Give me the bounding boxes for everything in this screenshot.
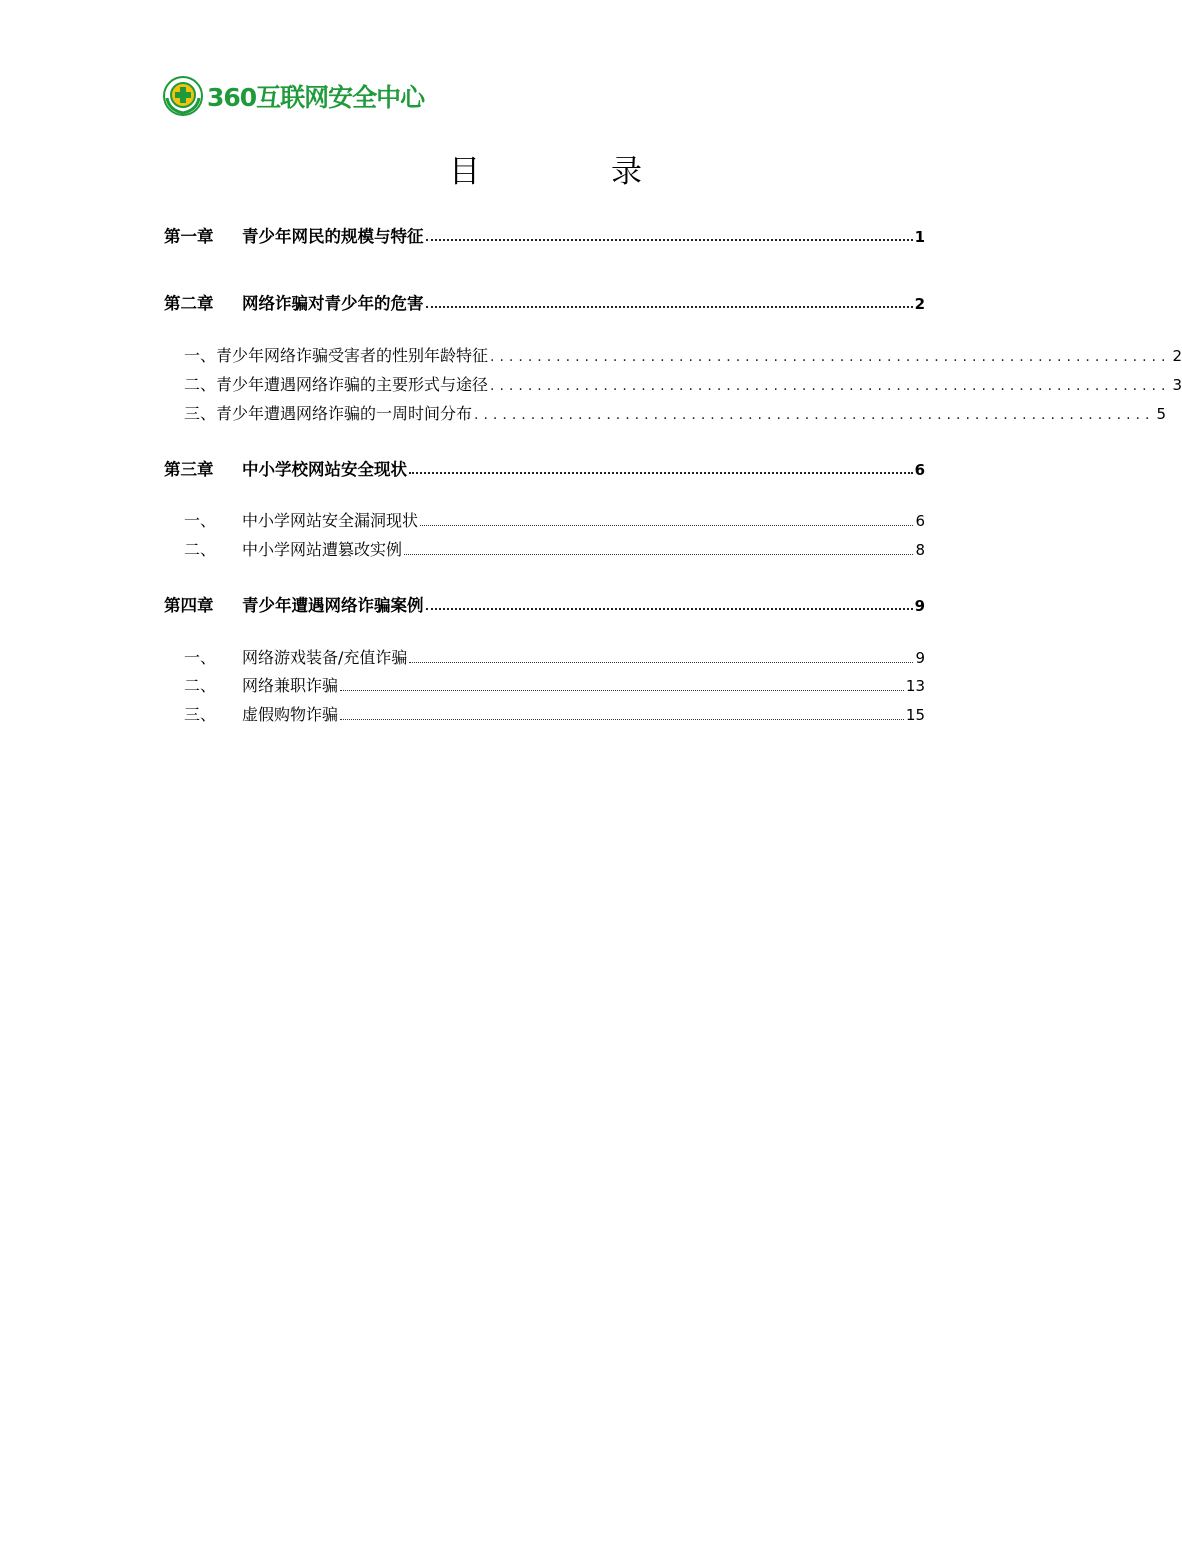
- dot-leader: ........................................................................: [490, 349, 1171, 365]
- page-number: 9: [915, 649, 925, 667]
- section-title: 中小学网站遭篡改实例: [242, 540, 403, 559]
- section-title: 虚假购物诈骗: [242, 705, 339, 724]
- toc-entry-section[interactable]: [164, 673, 925, 697]
- dot-leader: [426, 306, 913, 308]
- section-number: 二、: [184, 540, 217, 559]
- toc-entry-section[interactable]: [164, 372, 1182, 396]
- section-number: 二、: [184, 676, 217, 695]
- dot-leader: ........................................................................: [474, 407, 1155, 423]
- section-number: 一、: [184, 511, 217, 530]
- dot-leader: [426, 239, 913, 241]
- toc-entry-section[interactable]: [164, 702, 925, 726]
- dot-leader: ........................................................................: [490, 378, 1171, 394]
- dot-leader: [340, 690, 904, 691]
- page-number: 6: [915, 512, 925, 530]
- page-number: 5: [1156, 405, 1166, 423]
- section-number: 一、: [184, 346, 217, 365]
- chapter-title: 青少年遭遇网络诈骗案例: [242, 596, 424, 615]
- page-title: 目 录: [449, 154, 692, 190]
- toc-entry-chapter-4[interactable]: [164, 592, 925, 616]
- chapter-title: 青少年网民的规模与特征: [242, 227, 424, 246]
- chapter-title: 网络诈骗对青少年的危害: [242, 294, 424, 313]
- toc-entry-chapter-2[interactable]: [164, 290, 925, 314]
- logo-text: 360互联网安全中心: [207, 83, 425, 112]
- dot-leader: [426, 608, 913, 610]
- toc-entry-section[interactable]: [164, 508, 925, 532]
- logo-emblem-icon: [163, 76, 203, 116]
- dot-leader: [404, 554, 913, 555]
- page-number: 2: [1172, 347, 1182, 365]
- dot-leader: [409, 662, 913, 663]
- section-title: 青少年遭遇网络诈骗的一周时间分布: [216, 404, 473, 423]
- page-number: 2: [914, 295, 925, 313]
- dot-leader: [409, 472, 913, 474]
- section-title: 青少年网络诈骗受害者的性别年龄特征: [216, 346, 489, 365]
- section-number: 三、: [184, 705, 217, 724]
- section-number: 一、: [184, 648, 217, 667]
- chapter-number: 第一章: [164, 227, 214, 246]
- page-number: 3: [1172, 376, 1182, 394]
- section-number: 三、: [184, 404, 217, 423]
- logo: [163, 76, 424, 116]
- chapter-title: 中小学校网站安全现状: [242, 460, 407, 479]
- section-title: 网络兼职诈骗: [242, 676, 339, 695]
- chapter-number: 第四章: [164, 596, 214, 615]
- toc-entry-section[interactable]: [164, 401, 1166, 425]
- page-number: 1: [914, 228, 925, 246]
- page-number: 9: [914, 597, 925, 615]
- section-title: 网络游戏装备/充值诈骗: [242, 648, 408, 667]
- page-number: 13: [905, 677, 925, 695]
- chapter-number: 第三章: [164, 460, 214, 479]
- toc-entry-chapter-3[interactable]: [164, 456, 925, 480]
- chapter-number: 第二章: [164, 294, 214, 313]
- page-number: 15: [905, 706, 925, 724]
- toc-entry-section[interactable]: [164, 343, 1182, 367]
- page-number: 6: [914, 461, 925, 479]
- dot-leader: [420, 525, 913, 526]
- toc-entry-chapter-1[interactable]: [164, 223, 925, 247]
- toc-entry-section[interactable]: [164, 645, 925, 669]
- dot-leader: [340, 719, 904, 720]
- section-title: 中小学网站安全漏洞现状: [242, 511, 419, 530]
- section-title: 青少年遭遇网络诈骗的主要形式与途径: [216, 375, 489, 394]
- section-number: 二、: [184, 375, 217, 394]
- toc-entry-section[interactable]: [164, 537, 925, 561]
- page-number: 8: [915, 541, 925, 559]
